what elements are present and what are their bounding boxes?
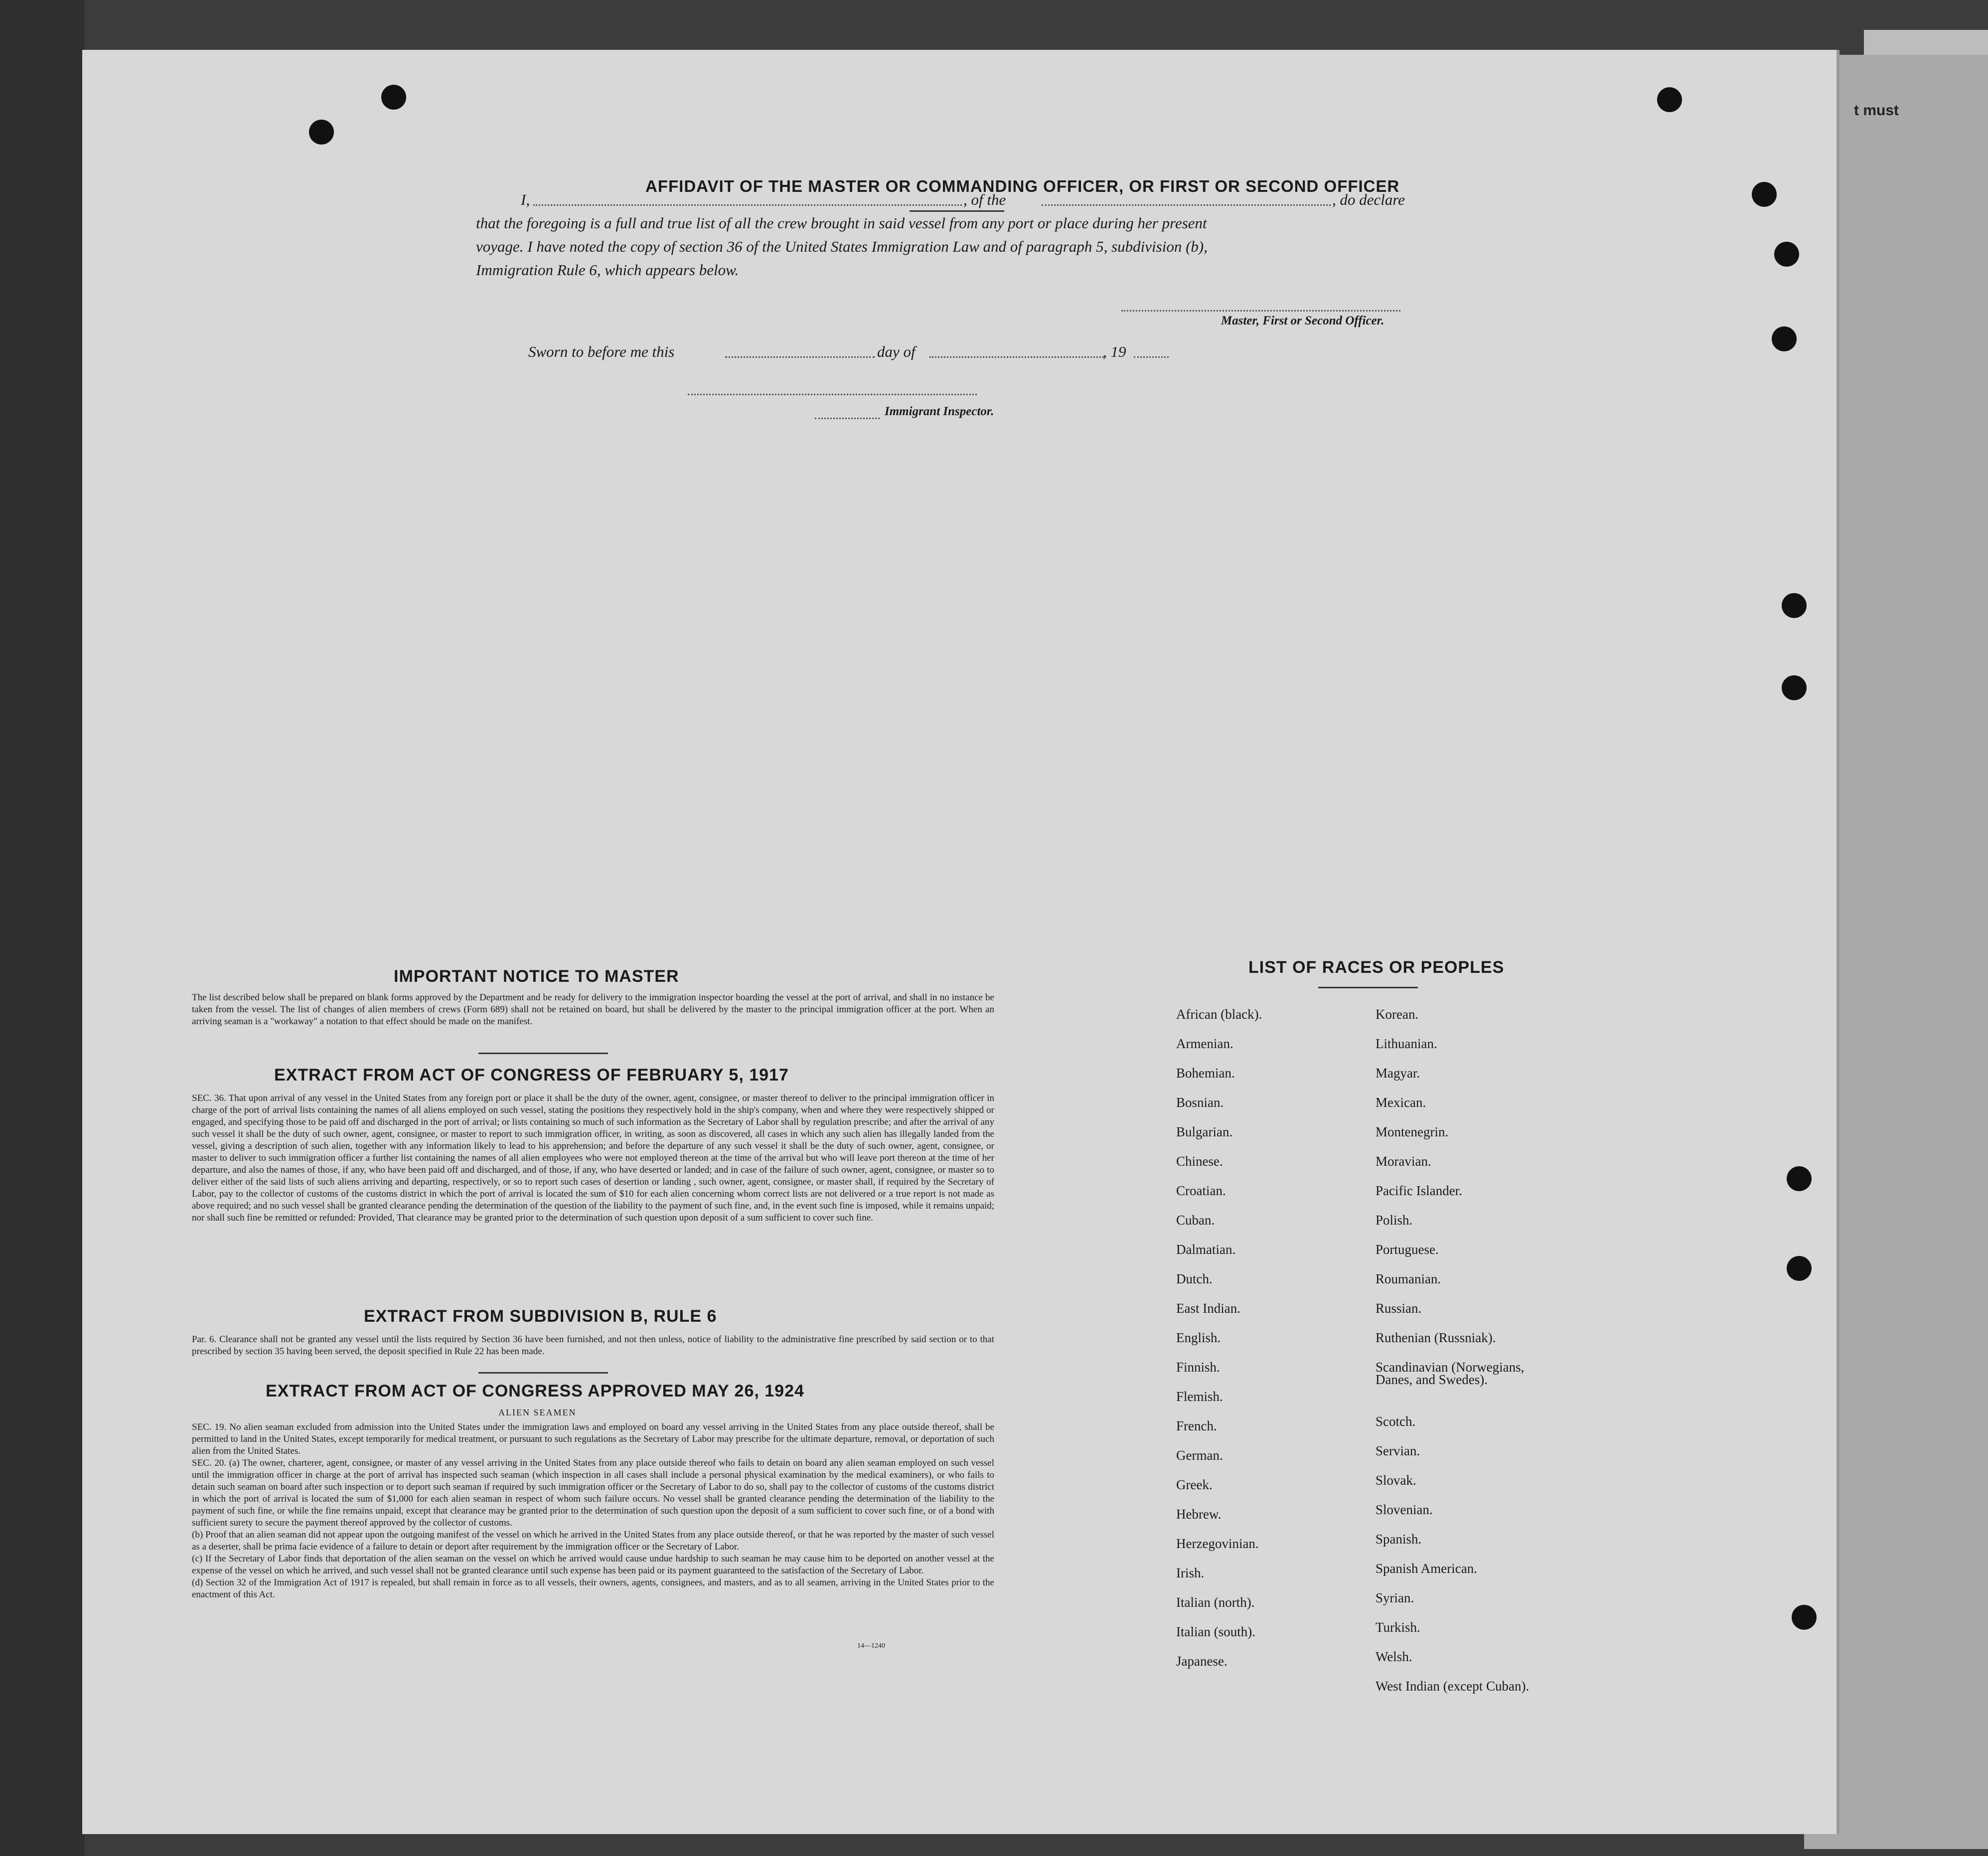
race-item: Welsh. bbox=[1376, 1649, 1412, 1664]
sworn-year: , 19 bbox=[1103, 343, 1126, 360]
inspector-prefix-blank bbox=[815, 418, 880, 419]
punch-hole bbox=[1752, 182, 1777, 207]
signature-blank bbox=[1121, 310, 1400, 311]
name-blank bbox=[533, 204, 962, 206]
race-item: Finnish. bbox=[1176, 1360, 1220, 1375]
races-title-rule bbox=[1318, 987, 1418, 988]
races-title: LIST OF RACES OR PEOPLES bbox=[1248, 958, 1505, 977]
race-item: Slovak. bbox=[1376, 1473, 1416, 1488]
sworn-day-blank bbox=[725, 356, 875, 358]
race-item: Dalmatian. bbox=[1176, 1242, 1236, 1257]
punch-hole bbox=[381, 85, 406, 110]
race-item: Croatian. bbox=[1176, 1183, 1226, 1198]
race-item: Herzegovinian. bbox=[1176, 1536, 1259, 1551]
punch-hole bbox=[1657, 87, 1682, 112]
vessel-blank bbox=[1042, 204, 1331, 206]
sec20a-paragraph: SEC. 20. (a) The owner, charterer, agent, consignee, or master of any vessel arriving in the United States from any place outside thereof who fails to detain on board any alien seaman employed on such vessel until the immigration officer in charge at the port of arrival has inspected such seaman (which inspection in all cases shall include a personal physical examination by the medical examiners), or who fails to detain such seaman on board after such inspection or to deport such seaman if required by such immigration officer or the Secretary of Labor to do so, shall pay to the collector of customs of the customs district in which the port of arrival is located the sum of $1,000 for each alien seaman in respect of whom such failure occurs. No vessel shall be granted clearance pending the determination of the liability to the payment of such fine, or while the fine remains unpaid, except that clearance may be granted prior to the determination of such question upon the deposit of a sum sufficient to cover such fine, or of a bond with sufficient surety to secure the payment thereof approved by the collector of customs. bbox=[192, 1458, 994, 1528]
sworn-month-blank bbox=[929, 356, 1104, 358]
race-item: English. bbox=[1176, 1330, 1221, 1345]
sec19-paragraph: SEC. 19. No alien seaman excluded from admission into the United States under the immigration laws and employed on board any vessel arriving in the United States from any place outside thereof, shall be permitted to land in the United States, except temporarily for medical treatment, or pursuant to such regulations as the Secretary of Labor may prescribe for the ultimate departure, removal, or deportation of such alien from the United States. bbox=[192, 1422, 994, 1456]
punch-hole bbox=[1792, 1605, 1817, 1630]
inspector-signature-blank bbox=[688, 394, 977, 395]
race-item: Hebrew. bbox=[1176, 1507, 1222, 1522]
affidavit-line1-do-declare: , do declare bbox=[1332, 191, 1405, 208]
punch-hole bbox=[1782, 593, 1807, 618]
affidavit-line4: Immigration Rule 6, which appears below. bbox=[476, 261, 739, 279]
race-item: Pacific Islander. bbox=[1376, 1183, 1462, 1198]
section-rule bbox=[478, 1372, 608, 1374]
sworn-day-of: day of bbox=[877, 343, 916, 360]
race-item: Italian (south). bbox=[1176, 1624, 1255, 1639]
race-item: Montenegrin. bbox=[1376, 1124, 1449, 1139]
race-item: Cuban. bbox=[1176, 1213, 1215, 1228]
notice-body: The list described below shall be prepared on blank forms approved by the Department and be ready for delivery to the immigration inspector boarding the vessel at the port of arrival, and shall in no instance be taken from the vessel. The list of changes of alien members of crews (Form 689) shall not be retained on board, but shall be delivered by the master to the principal immigration officer at the port. When an arriving seaman is a "workaway" a notation to that effect should be made on the manifest. bbox=[192, 992, 994, 1027]
scan-background-edge bbox=[0, 0, 85, 1856]
sworn-year-blank bbox=[1134, 356, 1169, 358]
race-item: Korean. bbox=[1376, 1007, 1419, 1022]
race-item: Scandinavian (Norwegians, bbox=[1376, 1360, 1525, 1375]
race-item: Russian. bbox=[1376, 1301, 1422, 1316]
document-page bbox=[82, 50, 1839, 1834]
race-item: Polish. bbox=[1376, 1213, 1413, 1228]
sworn-prefix: Sworn to before me this bbox=[528, 343, 675, 360]
race-item: Mexican. bbox=[1376, 1095, 1426, 1110]
race-item: Bohemian. bbox=[1176, 1066, 1235, 1081]
signature-label: Master, First or Second Officer. bbox=[1221, 314, 1384, 327]
race-item: Ruthenian (Russniak). bbox=[1376, 1330, 1496, 1345]
race-item: Turkish. bbox=[1376, 1620, 1420, 1635]
affidavit-title: AFFIDAVIT OF THE MASTER OR COMMANDING OFFICER, OR FIRST OR SECOND OFFICER bbox=[645, 177, 1400, 195]
race-item: Scotch. bbox=[1376, 1414, 1416, 1429]
race-item: Irish. bbox=[1176, 1565, 1205, 1580]
affidavit-line1-of-the: , of the bbox=[963, 191, 1006, 208]
extract-1924-title: EXTRACT FROM ACT OF CONGRESS APPROVED MAY 26, 1924 bbox=[266, 1382, 804, 1400]
race-item: Armenian. bbox=[1176, 1036, 1233, 1051]
extract-rule6-title: EXTRACT FROM SUBDIVISION B, RULE 6 bbox=[364, 1307, 717, 1326]
race-item: German. bbox=[1176, 1448, 1223, 1463]
race-item: Moravian. bbox=[1376, 1154, 1431, 1169]
race-item: French. bbox=[1176, 1418, 1217, 1433]
section-rule bbox=[478, 1053, 608, 1054]
race-item: West Indian (except Cuban). bbox=[1376, 1679, 1529, 1694]
race-item: Japanese. bbox=[1176, 1654, 1227, 1669]
punch-hole bbox=[1782, 675, 1807, 700]
inspector-label: Immigrant Inspector. bbox=[885, 405, 994, 418]
punch-hole bbox=[1787, 1256, 1812, 1281]
race-item: Slovenian. bbox=[1376, 1502, 1433, 1517]
race-item: Spanish American. bbox=[1376, 1561, 1477, 1576]
extract-rule6-body: Par. 6. Clearance shall not be granted any vessel until the lists required by Section 36 have been furnished, and not then unless, notice of liability to the administrative fine prescribed by said section or to that prescribed by section 35 having been served, the deposit specified in Rule 22 has been made. bbox=[192, 1334, 994, 1357]
extract-1917-body: SEC. 36. That upon arrival of any vessel in the United States from any foreign port or place it shall be the duty of the owner, agent, consignee, or master thereof to deliver to the principal immigration officer in charge of the port of arrival lists containing the names of all aliens employed on such vessel, stating the positions they respectively hold in the ship's company, when and where they were respectively shipped or engaged, and specifying those to be paid off and discharged in the port of arrival; or lists containing so much of such information as the Secretary of Labor shall by regulation prescribe; and after the arrival of any such vessel it shall be the duty of such owner, agent, consignee, or master to report to such immigration officer, in writing, as soon as discovered, all cases in which any such alien has illegally landed from the vessel, giving a description of such alien, together with any information likely to lead to his apprehension; and before the departure of any such vessel it shall be the duty of such owner, agent, consignee, or master to deliver to such immigration officer a further list containing the names of all alien employees who were not employed thereon at the time of the arrival but who will leave port thereon at the time of her departure, and also the names of those, if any, who have been paid off and discharged, and of those, if any, who have deserted or landed; and in case of the failure of such owner, agent, consignee, or master so to deliver either of the said lists of such aliens arriving and departing, respectively, or so to report such cases of desertion or landing , such owner, agent, consignee, or master shall, if required by the Secretary of Labor, pay to the collector of customs of the customs district in which the port of arrival is located the sum of $10 for each alien concerning whom correct lists are not delivered or a true report is not made as above required; and no such vessel shall be granted clearance pending the determination of the question of the liability to the payment of such fine, and, in the event such fine is imposed, while it remains unpaid; nor shall such fine be remitted or refunded: Provided, That clearance may be granted prior to the determination of such question upon deposit of a sum sufficient to cover such fine. bbox=[192, 1093, 994, 1223]
race-item: Spanish. bbox=[1376, 1532, 1422, 1547]
punch-hole bbox=[1774, 242, 1799, 267]
affidavit-line3: voyage. I have noted the copy of section 36 of the United States Immigration Law and of paragraph 5, subdivision (b), bbox=[476, 238, 1208, 255]
underlying-sheet-note: t must bbox=[1854, 102, 1899, 119]
race-item: Chinese. bbox=[1176, 1154, 1223, 1169]
form-number: 14—1240 bbox=[857, 1642, 885, 1650]
affidavit-line1-i: I, bbox=[521, 191, 530, 208]
alien-seamen-subtitle: ALIEN SEAMEN bbox=[498, 1407, 577, 1417]
race-item: Magyar. bbox=[1376, 1066, 1420, 1081]
punch-hole bbox=[309, 120, 334, 145]
punch-hole bbox=[1787, 1166, 1812, 1191]
extract-1924-body bbox=[192, 1421, 994, 1601]
race-item: Syrian. bbox=[1376, 1590, 1414, 1605]
sec20d-paragraph: (d) Section 32 of the Immigration Act of 1917 is repealed, but shall remain in force as to all vessels, their owners, agents, consignees, and masters, and as to all seamen, arriving in the United States prior to the enactment of this Act. bbox=[192, 1577, 994, 1600]
race-item: Greek. bbox=[1176, 1477, 1213, 1492]
race-item: Italian (north). bbox=[1176, 1595, 1255, 1610]
race-item: Lithuanian. bbox=[1376, 1036, 1437, 1051]
race-item: Bosnian. bbox=[1176, 1095, 1224, 1110]
affidavit-line2: that the foregoing is a full and true list of all the crew brought in said vessel from any port or place during her present bbox=[476, 214, 1207, 232]
extract-1917-title: EXTRACT FROM ACT OF CONGRESS OF FEBRUARY 5, 1917 bbox=[274, 1066, 789, 1084]
title-rule bbox=[910, 210, 1004, 212]
race-item: Bulgarian. bbox=[1176, 1124, 1233, 1139]
punch-hole bbox=[1772, 326, 1797, 351]
sec20b-paragraph: (b) Proof that an alien seaman did not appear upon the outgoing manifest of the vessel on which he arrived in the United States from any place outside thereof, or that he was reported by the master of such vessel as a deserter, shall be prima facie evidence of a failure to detain or deport after requirement by the immigration officer or the Secretary of Labor. bbox=[192, 1530, 994, 1552]
race-item: Dutch. bbox=[1176, 1271, 1213, 1286]
notice-title: IMPORTANT NOTICE TO MASTER bbox=[394, 967, 679, 986]
sec20c-paragraph: (c) If the Secretary of Labor finds that deportation of the alien seaman on the vessel on which he arrived would cause undue hardship to such seaman he may cause him to be deported on another vessel at the expense of the vessel on which he arrived, and such vessel shall not be granted clearance until such expense has been paid or its payment guaranteed to the satisfaction of the Secretary of Labor. bbox=[192, 1553, 994, 1576]
race-item: Portuguese. bbox=[1376, 1242, 1439, 1257]
race-item: Danes, and Swedes). bbox=[1376, 1372, 1488, 1387]
race-item: East Indian. bbox=[1176, 1301, 1240, 1316]
race-item: Servian. bbox=[1376, 1443, 1420, 1458]
race-item: Flemish. bbox=[1176, 1389, 1223, 1404]
race-item: Roumanian. bbox=[1376, 1271, 1441, 1286]
race-item: African (black). bbox=[1176, 1007, 1262, 1022]
